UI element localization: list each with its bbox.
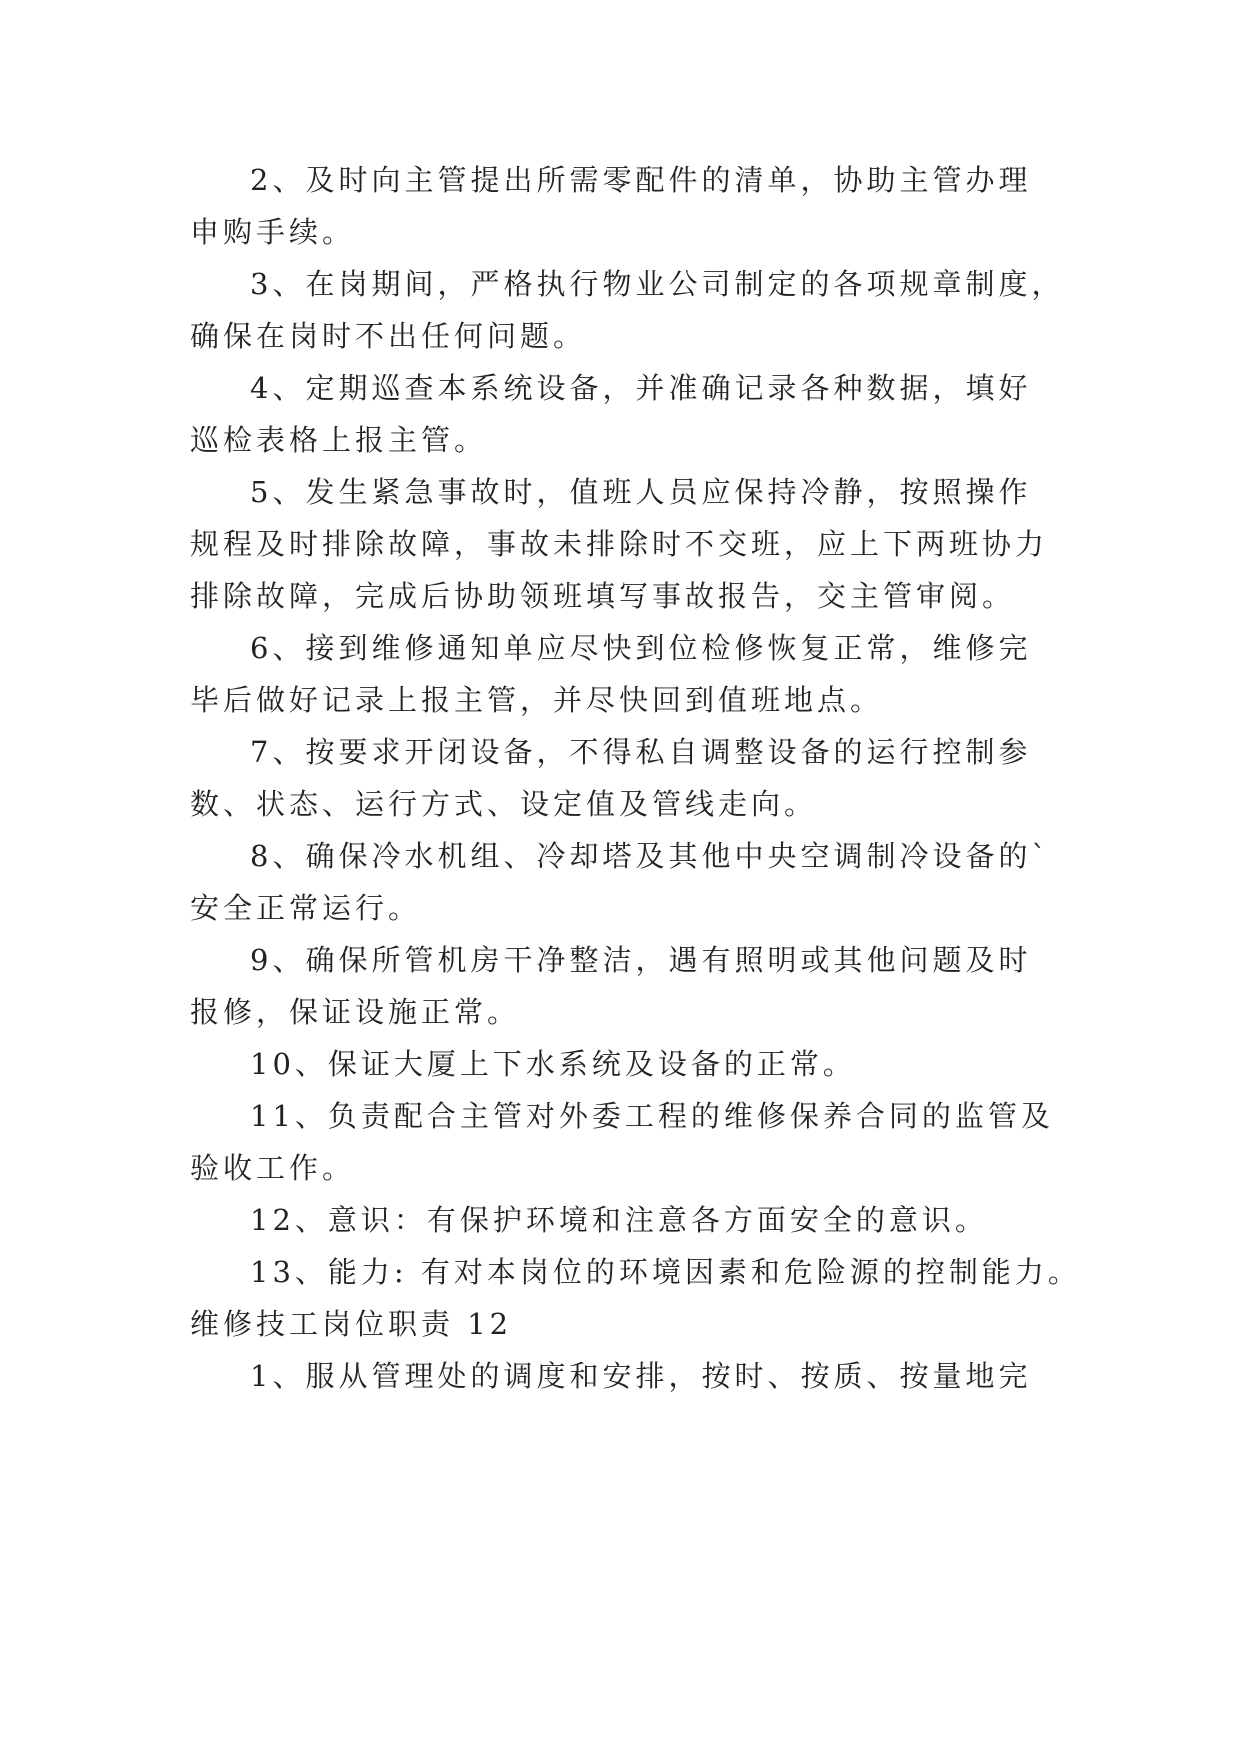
paragraph-4-line-2: 巡检表格上报主管。 [190,423,488,457]
section-heading: 维修技工岗位职责 12 [190,1307,513,1341]
paragraph-5-line-3: 排除故障，完成后协助领班填写事故报告，交主管审阅。 [190,579,1016,613]
paragraph-2-line-1: 2、及时向主管提出所需零配件的清单，协助主管办理 [250,163,1032,197]
paragraph-11-line-2: 验收工作。 [190,1151,356,1185]
paragraph-6-line-1: 6、接到维修通知单应尽快到位检修恢复正常，维修完 [250,631,1032,665]
paragraph-9-line-2: 报修，保证设施正常。 [190,995,521,1029]
paragraph-8-line-2: 安全正常运行。 [190,891,422,925]
paragraph-1-line-1: 1、服从管理处的调度和安排，按时、按质、按量地完 [250,1359,1032,1393]
paragraph-12-line-1: 12、意识：有保护环境和注意各方面安全的意识。 [250,1203,988,1237]
paragraph-3-line-1: 3、在岗期间，严格执行物业公司制定的各项规章制度， [250,267,1065,301]
paragraph-7-line-2: 数、状态、运行方式、设定值及管线走向。 [190,787,818,821]
paragraph-11-line-1: 11、负责配合主管对外委工程的维修保养合同的监管及 [250,1099,1054,1133]
paragraph-4-line-1: 4、定期巡查本系统设备，并准确记录各种数据，填好 [250,371,1032,405]
paragraph-10-line-1: 10、保证大厦上下水系统及设备的正常。 [250,1047,856,1081]
paragraph-7-line-1: 7、按要求开闭设备，不得私自调整设备的运行控制参 [250,735,1032,769]
paragraph-5-line-2: 规程及时排除故障，事故未排除时不交班，应上下两班协力 [190,527,1049,561]
paragraph-13-line-1: 13、能力: 有对本岗位的环境因素和危险源的控制能力。 [250,1255,1081,1289]
paragraph-5-line-1: 5、发生紧急事故时，值班人员应保持冷静，按照操作 [250,475,1032,509]
paragraph-3-line-2: 确保在岗时不出任何问题。 [190,319,587,353]
paragraph-8-line-1: 8、确保冷水机组、冷却塔及其他中央空调制冷设备的` [250,839,1050,873]
paragraph-9-line-1: 9、确保所管机房干净整洁，遇有照明或其他问题及时 [250,943,1032,977]
paragraph-6-line-2: 毕后做好记录上报主管，并尽快回到值班地点。 [190,683,884,717]
paragraph-2-line-2: 申购手续。 [190,215,356,249]
